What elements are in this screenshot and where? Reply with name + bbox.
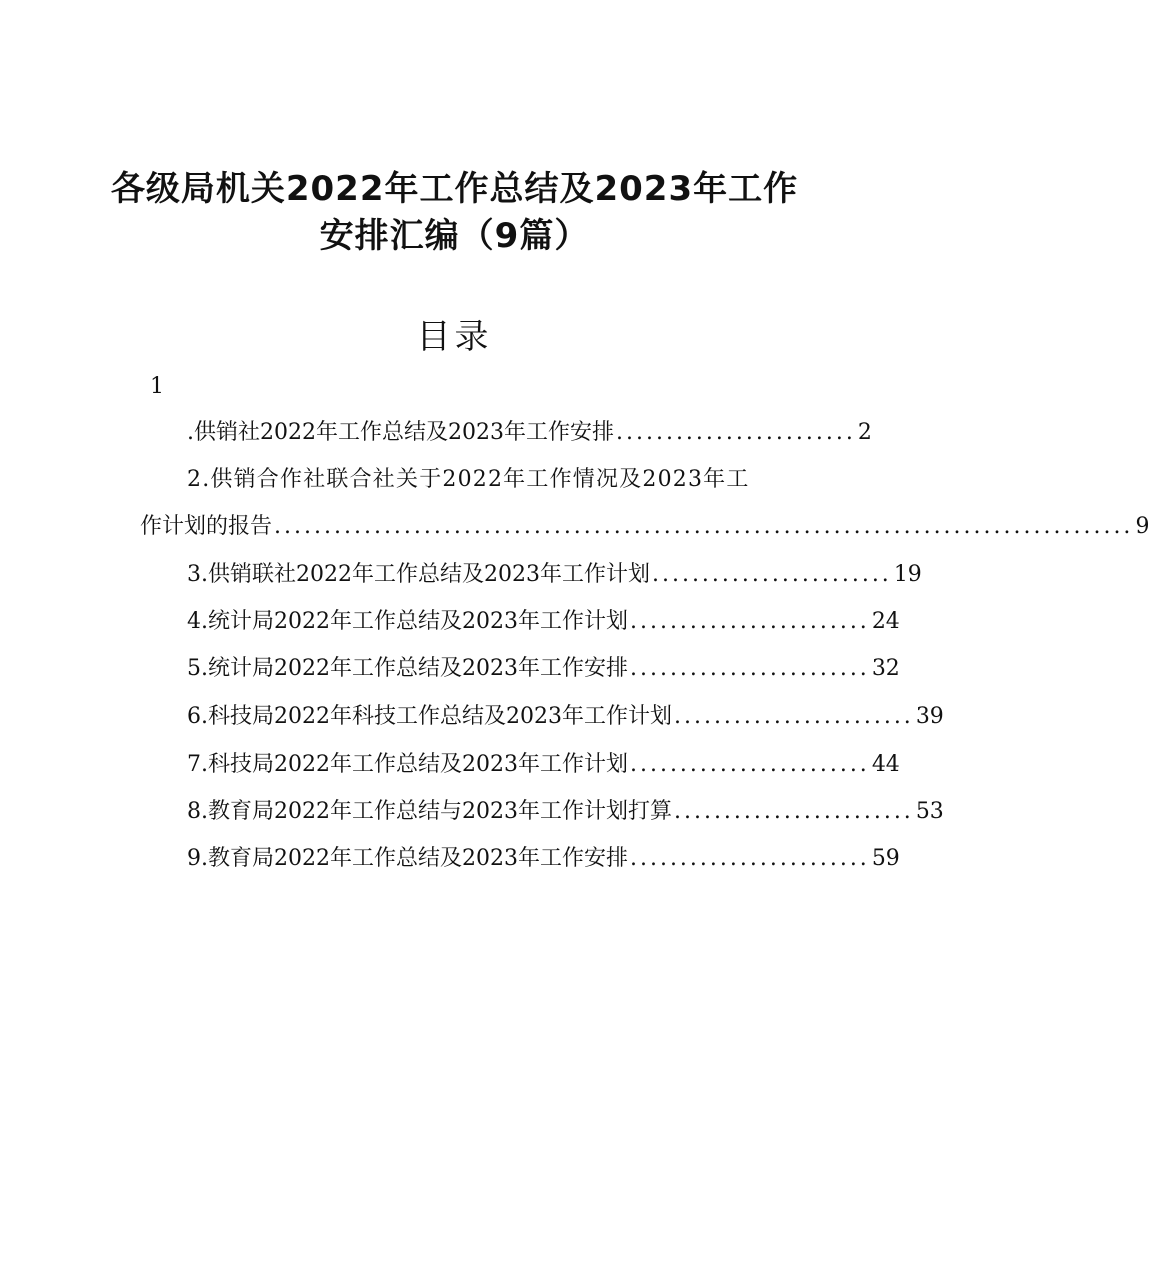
toc-entry-1[interactable] bbox=[187, 418, 872, 448]
toc-leader-dots: ........................ bbox=[629, 656, 870, 681]
toc-page-number: 19 bbox=[893, 562, 922, 587]
toc-leader-dots: ........................ bbox=[615, 420, 856, 445]
toc-leader-dots: ........................ bbox=[629, 846, 870, 871]
toc-leader-dots: ........................ bbox=[629, 609, 870, 634]
toc-leader-dots: ........................ bbox=[673, 799, 914, 824]
toc-page-number: 53 bbox=[915, 799, 944, 824]
toc-entry-2-line-2[interactable] bbox=[140, 512, 1149, 542]
document-title-line-1: 各级局机关2022年工作总结及2023年工作 bbox=[110, 169, 799, 209]
toc-entry-9[interactable] bbox=[187, 844, 900, 874]
toc-entry-6[interactable] bbox=[187, 702, 944, 732]
toc-entry-text: .供销社2022年工作总结及2023年工作安排 bbox=[187, 420, 614, 445]
toc-entry-4[interactable] bbox=[187, 607, 900, 637]
toc-entry-5[interactable] bbox=[187, 654, 900, 684]
document-title-line-2: 安排汇编（9篇） bbox=[319, 216, 590, 256]
toc-entry-3[interactable] bbox=[187, 560, 922, 590]
toc-page-number: 39 bbox=[915, 704, 944, 729]
toc-heading: 目录 bbox=[416, 317, 493, 357]
toc-entry-text: 4.统计局2022年工作总结及2023年工作计划 bbox=[187, 609, 628, 634]
toc-entry-text: 7.科技局2022年工作总结及2023年工作计划 bbox=[187, 752, 628, 777]
toc-entry-2-line-1[interactable]: 2.供销合作社联合社关于2022年工作情况及2023年工 bbox=[187, 467, 750, 492]
toc-page-number: 24 bbox=[871, 609, 900, 634]
toc-entry-text: 5.统计局2022年工作总结及2023年工作安排 bbox=[187, 656, 628, 681]
toc-page-number: 59 bbox=[871, 846, 900, 871]
toc-entry-text: 9.教育局2022年工作总结及2023年工作安排 bbox=[187, 846, 628, 871]
toc-page-number: 9 bbox=[1135, 514, 1149, 539]
toc-leading-number: 1 bbox=[150, 374, 164, 399]
toc-page-number: 2 bbox=[857, 420, 872, 445]
toc-leader-dots: ........................ bbox=[651, 562, 892, 587]
toc-entry-8[interactable] bbox=[187, 797, 944, 827]
toc-page-number: 44 bbox=[871, 752, 900, 777]
toc-entry-text: 3.供销联社2022年工作总结及2023年工作计划 bbox=[187, 562, 650, 587]
toc-entry-text: 8.教育局2022年工作总结与2023年工作计划打算 bbox=[187, 799, 672, 824]
toc-leader-dots: ...................................................................................... bbox=[274, 514, 1134, 539]
toc-entry-7[interactable] bbox=[187, 750, 900, 780]
toc-entry-text: 6.科技局2022年科技工作总结及2023年工作计划 bbox=[187, 704, 672, 729]
toc-page-number: 32 bbox=[871, 656, 900, 681]
toc-leader-dots: ........................ bbox=[673, 704, 914, 729]
toc-entry-text: 作计划的报告 bbox=[140, 514, 273, 539]
toc-leader-dots: ........................ bbox=[629, 752, 870, 777]
